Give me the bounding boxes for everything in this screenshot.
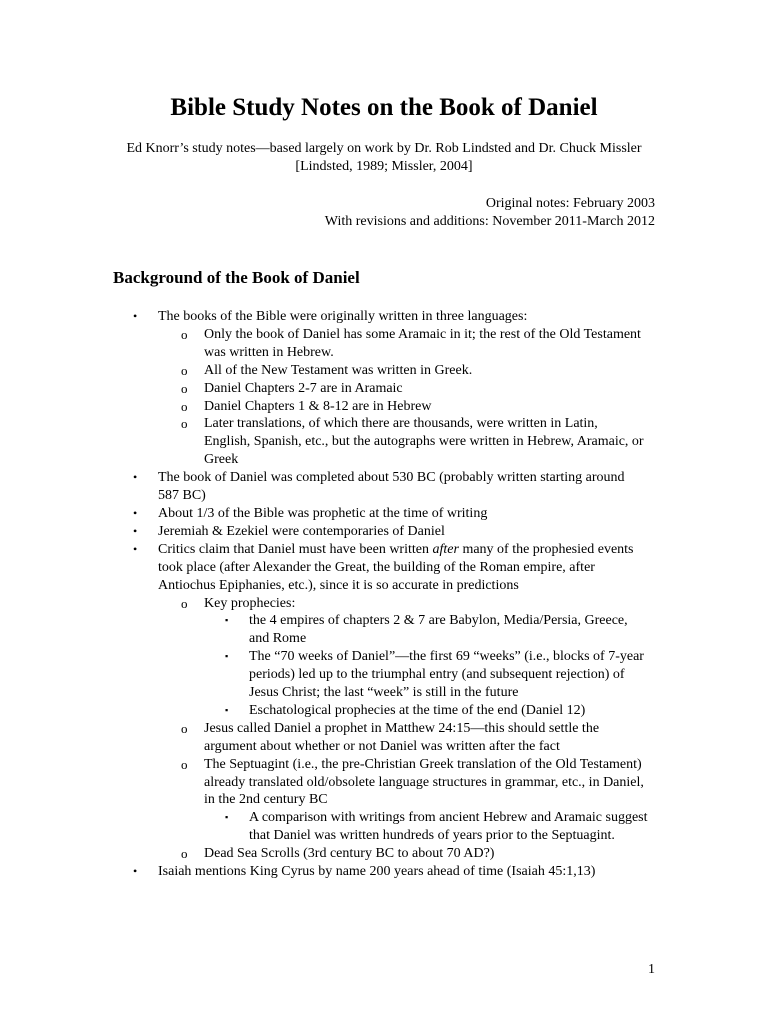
list-item xyxy=(0,756,644,810)
circle-marker: o xyxy=(181,756,188,772)
square-marker: ▪ xyxy=(225,812,229,823)
circle-marker: o xyxy=(181,720,188,736)
list-item-text: About 1/3 of the Bible was prophetic at the time of writing xyxy=(158,505,488,521)
list-item-text: The Septuagint (i.e., the pre-Christian Greek translation of the Old Testament) already translated old/obsolete language structures in grammar, etc., in Daniel, in the 2nd century BC xyxy=(204,756,644,808)
list-item-text: Jeremiah & Ezekiel were contemporaries of Daniel xyxy=(158,523,445,539)
list-item xyxy=(0,469,644,505)
document-subtitle: Ed Knorr’s study notes—based largely on work by Dr. Rob Lindsted and Dr. Chuck Missler [Lindsted, 1989; Missler, 2004] xyxy=(126,141,642,174)
emphasis: after xyxy=(432,541,459,557)
list-item-text: Key prophecies: xyxy=(204,595,296,611)
list-item-text: Daniel Chapters 1 & 8-12 are in Hebrew xyxy=(204,398,432,414)
list-item xyxy=(0,809,649,845)
list-item xyxy=(0,595,644,613)
list-item xyxy=(0,362,644,380)
bullet-marker: • xyxy=(133,309,138,323)
square-marker: ▪ xyxy=(225,704,229,715)
page-number: 1 xyxy=(648,962,655,977)
original-notes-date: Original notes: February 2003 xyxy=(485,196,655,211)
list-item-text: Later translations, of which there are thousands, were written in Latin, English, Spanish, etc., but the autographs were written in Hebrew, Aramaic, or Greek xyxy=(204,416,644,468)
square-marker: ▪ xyxy=(225,615,229,626)
circle-marker: o xyxy=(181,595,188,611)
list-item-text: Daniel Chapters 2-7 are in Aramaic xyxy=(204,380,403,396)
square-marker: ▪ xyxy=(225,651,229,662)
list-item xyxy=(0,308,644,326)
circle-marker: o xyxy=(181,416,188,432)
list-item xyxy=(0,326,644,362)
list-item xyxy=(0,612,649,648)
list-item xyxy=(0,541,644,595)
list-item-text: The book of Daniel was completed about 530 BC (probably written starting around 587 BC) xyxy=(158,470,625,504)
list-item-text: Dead Sea Scrolls (3rd century BC to about 70 AD?) xyxy=(204,846,495,862)
bullet-marker: • xyxy=(133,523,138,538)
circle-marker: o xyxy=(181,846,188,862)
notes-list xyxy=(0,308,768,881)
list-item xyxy=(0,380,644,398)
list-item xyxy=(0,415,644,469)
bullet-marker: • xyxy=(133,470,138,485)
list-item-text: Only the book of Daniel has some Aramaic in it; the rest of the Old Testament was written in Hebrew. xyxy=(204,326,641,360)
list-item-text: The books of the Bible were originally written in three languages: xyxy=(158,309,528,324)
section-heading: Background of the Book of Daniel xyxy=(113,268,360,287)
revisions-date: With revisions and additions: November 2011-March 2012 xyxy=(324,214,655,229)
list-item xyxy=(0,398,644,416)
list-item-text: Isaiah mentions King Cyrus by name 200 years ahead of time (Isaiah 45:1,13) xyxy=(158,864,596,880)
document-title: Bible Study Notes on the Book of Daniel xyxy=(170,94,598,121)
list-item-text: many of the prophesied events took place (after Alexander the Great, the building of the Roman empire, after Antiochus Epiphanies, etc.), since it is so accurate in predictions xyxy=(158,541,634,593)
list-item-text: Critics claim that Daniel must have been written xyxy=(158,541,433,557)
list-item xyxy=(0,720,644,756)
circle-marker: o xyxy=(181,380,188,396)
circle-marker: o xyxy=(181,362,188,378)
bullet-marker: • xyxy=(133,505,138,520)
circle-marker: o xyxy=(181,398,188,414)
list-item xyxy=(0,845,644,863)
list-item xyxy=(0,702,649,720)
list-item xyxy=(0,505,644,523)
list-item xyxy=(0,648,649,702)
date-block xyxy=(325,195,655,231)
list-item-text: The “70 weeks of Daniel”—the first 69 “weeks” (i.e., blocks of 7-year periods) led up to the triumphal entry (and subsequent rejection) of Jesus Christ; the last “week” is still in the future xyxy=(249,649,644,701)
list-item-text: A comparison with writings from ancient Hebrew and Aramaic suggest that Daniel was written hundreds of years prior to the Septuagint. xyxy=(249,810,648,844)
list-item-text: Jesus called Daniel a prophet in Matthew 24:15—this should settle the argument about whether or not Daniel was written after the fact xyxy=(204,720,600,754)
list-item-text: the 4 empires of chapters 2 & 7 are Babylon, Media/Persia, Greece, and Rome xyxy=(249,613,628,647)
bullet-marker: • xyxy=(133,541,138,556)
list-item xyxy=(0,863,644,881)
circle-marker: o xyxy=(181,326,188,342)
list-item xyxy=(0,523,644,541)
bullet-marker: • xyxy=(133,864,138,879)
list-item-text: All of the New Testament was written in Greek. xyxy=(204,362,473,378)
list-item-text: Eschatological prophecies at the time of the end (Daniel 12) xyxy=(249,702,586,718)
